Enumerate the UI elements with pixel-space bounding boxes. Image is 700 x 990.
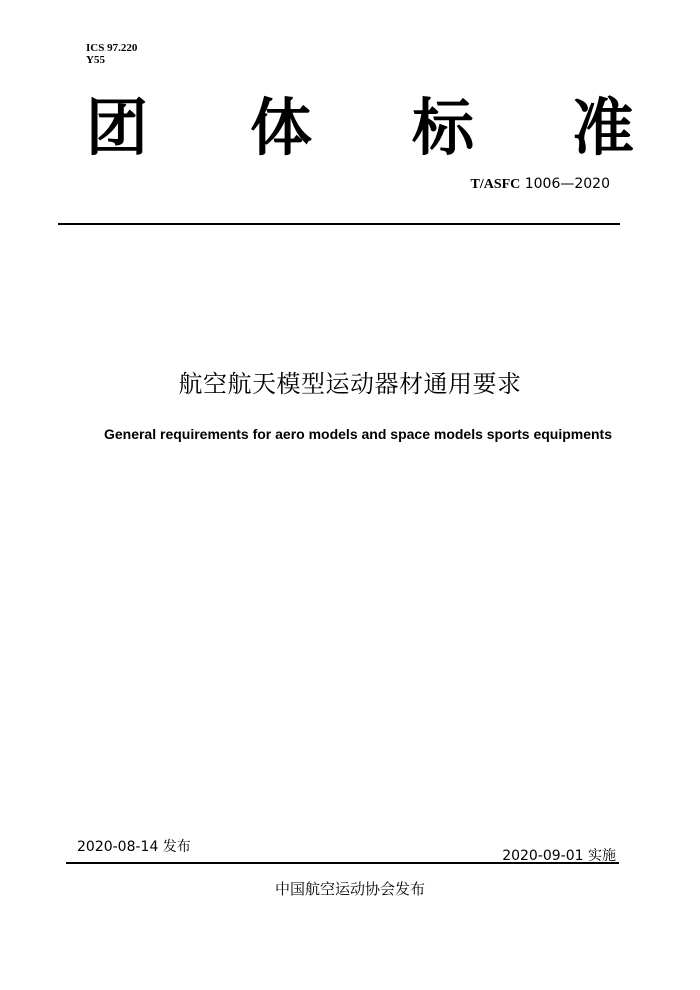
- ccs-code: Y55: [86, 54, 105, 66]
- standard-type-char-4: 准: [572, 91, 635, 164]
- standard-code-number: 1006—2020: [524, 176, 610, 192]
- publisher: 中国航空运动协会发布: [274, 880, 425, 898]
- standard-type-char-2: 体: [250, 91, 313, 164]
- ics-code: ICS 97.220: [86, 42, 138, 54]
- title-chinese: 航空航天模型运动器材通用要求: [178, 370, 522, 398]
- standard-code: [470, 176, 610, 193]
- implementation-date: 2020-09-01 实施: [502, 848, 616, 864]
- standard-type-char-3: 标: [412, 91, 475, 164]
- issue-date: 2020-08-14 发布: [77, 839, 191, 855]
- standard-type-char-1: 团: [86, 91, 149, 164]
- title-english: General requirements for aero models and space models sports equipments: [103, 426, 613, 442]
- standard-code-prefix: T/ASFC: [470, 177, 521, 192]
- bottom-divider: [66, 862, 619, 864]
- classification-block: [86, 42, 137, 66]
- top-divider: [58, 223, 620, 225]
